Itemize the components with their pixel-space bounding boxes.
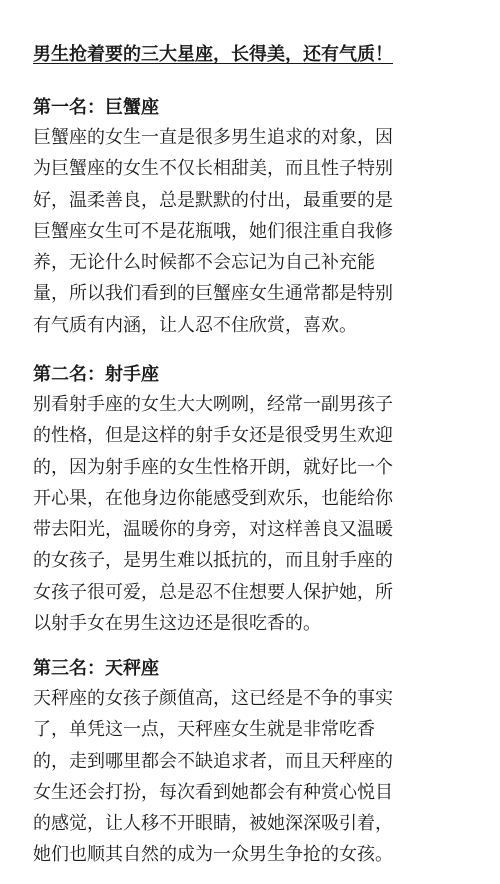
paragraph-line: 的女孩子，是男生难以抵抗的，而且射手座的 <box>33 550 393 572</box>
paragraph-line: 以射手女在男生这边还是很吃香的。 <box>33 613 321 635</box>
article-headline: 男生抢着要的三大星座，长得美，还有气质！ <box>33 44 393 65</box>
paragraph-line: 带去阳光，温暖你的身旁，对这样善良又温暖 <box>33 519 393 541</box>
paragraph-line: 量，所以我们看到的巨蟹座女生通常都是特别 <box>33 283 393 305</box>
paragraph-line: 的，因为射手座的女生性格开朗，就好比一个 <box>33 456 393 478</box>
paragraph-line: 了，单凭这一点，天秤座女生就是非常吃香 <box>33 719 375 741</box>
paragraph-line: 巨蟹座女生可不是花瓶哦，她们很注重自我修 <box>33 220 393 242</box>
paragraph-line: 女生还会打扮，每次看到她都会有种赏心悦目 <box>33 781 393 803</box>
section-title: 第三名：天秤座 <box>33 658 159 679</box>
paragraph-line: 为巨蟹座的女生不仅长相甜美，而且性子特别 <box>33 158 393 180</box>
paragraph-line: 的性格，但是这样的射手女还是很受男生欢迎 <box>33 425 393 447</box>
paragraph-line: 养，无论什么时候都不会忘记为自己补充能 <box>33 252 375 274</box>
paragraph-line: 巨蟹座的女生一直是很多男生追求的对象，因 <box>33 127 393 148</box>
paragraph-line: 好，温柔善良，总是默默的付出，最重要的是 <box>33 189 393 211</box>
paragraph-line: 的感觉，让人移不开眼睛，被她深深吸引着， <box>33 813 393 835</box>
paragraph-line: 开心果，在他身边你能感受到欢乐，也能给你 <box>33 487 393 509</box>
section-libra <box>33 655 473 871</box>
paragraph-line: 她们也顺其自然的成为一众男生争抢的女孩。 <box>33 844 393 866</box>
paragraph-line: 的，走到哪里都会不缺追求者，而且天秤座的 <box>33 750 393 772</box>
paragraph-line: 天秤座的女孩子颜值高，这已经是不争的事实 <box>33 688 393 709</box>
section-title: 第二名：射手座 <box>33 364 159 385</box>
section-title: 第一名：巨蟹座 <box>33 97 159 118</box>
section-cancer <box>33 94 473 341</box>
paragraph-line: 有气质有内涵，让人忍不住欣赏，喜欢。 <box>33 314 357 336</box>
paragraph-line: 女孩子很可爱，总是忍不住想要人保护她，所 <box>33 581 393 603</box>
section-sagittarius <box>33 361 473 639</box>
paragraph-line: 别看射手座的女生大大咧咧，经常一副男孩子 <box>33 394 393 415</box>
